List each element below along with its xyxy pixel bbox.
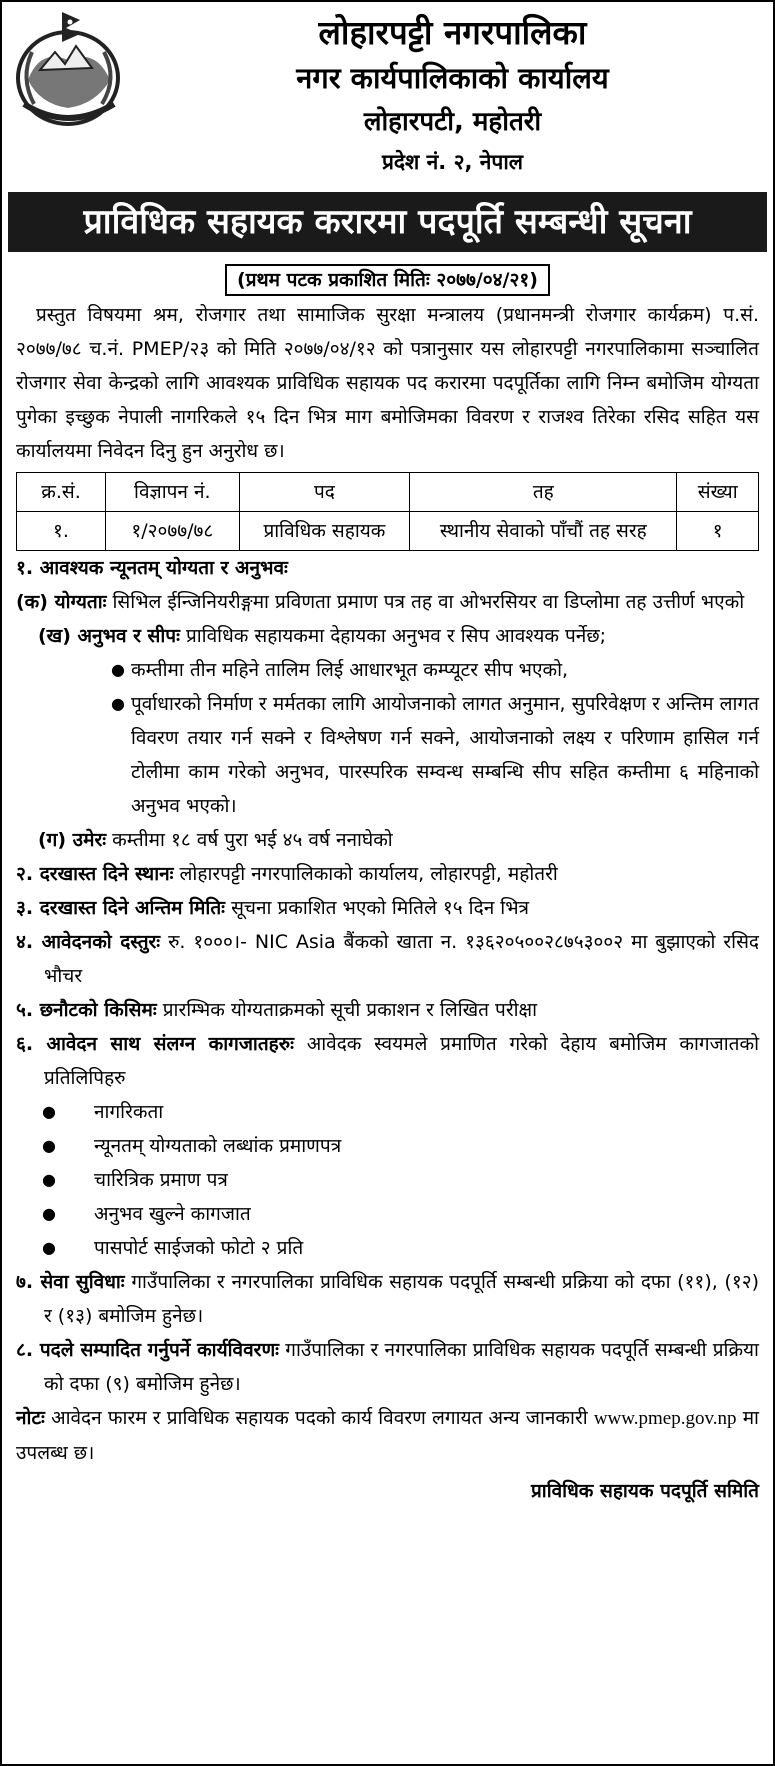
- section-6-text: आवेदक स्वयमले प्रमाणित गरेको देहाय बमोजिम कागजातको प्रतिलिपिहरु: [44, 1033, 759, 1089]
- committee-signoff: प्राविधिक सहायक पदपूर्ति समिति: [530, 1480, 759, 1502]
- nepal-emblem-icon: [10, 8, 125, 130]
- vacancy-table: [16, 472, 759, 551]
- table-header-row: [17, 473, 759, 512]
- published-date-wrap: [2, 264, 773, 296]
- office-name: नगर कार्यपालिकाको कार्यालय: [296, 61, 609, 95]
- cell-ad-no: १/२०७७/७८: [106, 512, 240, 551]
- letterhead: [2, 2, 773, 192]
- section-1-ka-text: सिभिल ईन्जिनियरीङ्गमा प्रविणता प्रमाण पत्र तह वा ओभरसियर वा डिप्लोमा तह उत्तीर्ण भएको: [112, 591, 745, 613]
- pmep-website-link[interactable]: www.pmep.gov.np: [593, 1408, 737, 1429]
- section-3-label: ३. दरखास्त दिने अन्तिम मितिः: [16, 897, 226, 919]
- section-1-kha-list: [16, 653, 759, 823]
- col-header-ad-no: विज्ञापन नं.: [106, 473, 240, 512]
- section-1-ga: [16, 823, 759, 857]
- municipality-name: लोहारपट्टी नगरपालिका: [318, 13, 587, 52]
- section-1-ga-text: कम्तीमा १८ वर्ष पुरा भई ४५ वर्ष ननाघेको: [112, 829, 393, 851]
- cell-post: प्राविधिक सहायक: [239, 512, 410, 551]
- province-line: प्रदेश नं. २, नेपाल: [381, 150, 524, 174]
- section-6: [16, 1027, 759, 1095]
- section-3-text: सूचना प्रकाशित भएको मितिले १५ दिन भित्र: [231, 897, 530, 919]
- section-3: [16, 891, 759, 925]
- section-1-kha-text: प्राविधिक सहायकमा देहायका अनुभव र सिप आवश्यक पर्नेछ;: [185, 625, 607, 647]
- list-item: ● नागरिकता: [16, 1095, 759, 1129]
- note-block: [16, 1401, 759, 1470]
- list-item: ● पासपोर्ट साईजको फोटो २ प्रति: [16, 1231, 759, 1265]
- section-1-heading: १. आवश्यक न्यूनतम् योग्यता र अनुभवः: [16, 557, 288, 579]
- published-date: (प्रथम पटक प्रकाशित मितिः २०७७/०४/२१): [225, 264, 550, 296]
- notice-title: प्राविधिक सहायक करारमा पदपूर्ति सम्बन्धी सूचना: [8, 192, 767, 252]
- section-6-list: [16, 1095, 759, 1265]
- section-7: [16, 1265, 759, 1333]
- col-header-count: संख्या: [677, 473, 759, 512]
- intro-paragraph: प्रस्तुत विषयमा श्रम, रोजगार तथा सामाजिक सुरक्षा मन्त्रालय (प्रधानमन्त्री रोजगार कार्यक्रम) प.सं. २०७७/७८ च.नं. PMEP/२३ को मिति २०७७/०४/१२ को पत्रानुसार यस लोहारपट्टी नगरपालिकामा सञ्चालित रोजगार सेवा केन्द्रको लागि आवश्यक प्राविधिक सहायक पद करारमा पदपूर्तिका लागि निम्न बमोजिम योग्यता पुगेका इच्छुक नेपाली नागरिकले १५ दिन भित्र माग बमोजिमका विवरण र राजश्व तिरेका रसिद सहित यस कार्यालयमा निवेदन दिनु हुन अनुरोध छ।: [16, 304, 759, 462]
- section-5-text: प्रारम्भिक योग्यताक्रमको सूची प्रकाशन र लिखित परीक्षा: [162, 999, 538, 1021]
- list-item: ● पूर्वाधारको निर्माण र मर्मतका लागि आयोजनाको लागत अनुमान, सुपरिवेक्षण र अन्तिम लागत विवरण तयार गर्न सक्ने र विश्लेषण गर्न सक्ने, आयोजनाको लक्ष्य र परिणाम हासिल गर्न टोलीमा काम गरेको अनुभव, पारस्परिक सम्वन्ध सम्बन्धि सीप सहित कम्तीमा ६ महिनाको अनुभव भएको।: [16, 687, 759, 823]
- col-header-post: पद: [239, 473, 410, 512]
- section-6-label: ६. आवेदन साथ संलग्न कागजातहरुः: [16, 1033, 294, 1055]
- cell-level: स्थानीय सेवाको पाँचौं तह सरह: [410, 512, 677, 551]
- note-label: नोटः: [16, 1407, 45, 1429]
- col-header-level: तह: [410, 473, 677, 512]
- section-5-label: ५. छनौटको किसिमः: [16, 999, 157, 1021]
- section-8-label: ८. पदले सम्पादित गर्नुपर्ने कार्यविवरणः: [16, 1339, 280, 1361]
- section-8: [16, 1333, 759, 1401]
- section-1-kha: [16, 619, 759, 653]
- section-8-text: गाउँपालिका र नगरपालिका प्राविधिक सहायक पदपूर्ति सम्बन्धी प्रक्रिया को दफा (९) बमोजिम हुनेछ।: [44, 1339, 759, 1395]
- section-2-text: लोहारपट्टी नगरपालिकाको कार्यालय, लोहारपट्टी, महोतरी: [179, 863, 558, 885]
- section-4-label: ४. आवेदनको दस्तुरः: [16, 931, 161, 953]
- section-4: [16, 925, 759, 993]
- section-1-ga-label: (ग) उमेरः: [38, 829, 107, 851]
- notice-body: [16, 298, 759, 1508]
- list-item: ● अनुभव खुल्ने कागजात: [16, 1197, 759, 1231]
- section-1-ka: [16, 585, 759, 619]
- cell-serial: १.: [17, 512, 106, 551]
- section-5: [16, 993, 759, 1027]
- section-1-kha-label: (ख) अनुभव र सीपः: [38, 625, 180, 647]
- cell-count: १: [677, 512, 759, 551]
- section-4-text: रु. १०००।- NIC Asia बैंकको खाता न. १३६२०५००२८७५३००२ मा बुझाएको रसिद भौचर: [44, 931, 759, 987]
- section-2-label: २. दरखास्त दिने स्थानः: [16, 863, 174, 885]
- list-item: ● चारित्रिक प्रमाण पत्र: [16, 1163, 759, 1197]
- list-item: ● न्यूनतम् योग्यताको लब्धांक प्रमाणपत्र: [16, 1129, 759, 1163]
- section-7-label: ७. सेवा सुविधाः: [16, 1271, 125, 1293]
- section-1-ka-label: (क) योग्यताः: [16, 591, 107, 613]
- office-location: लोहारपटी, महोतरी: [363, 107, 542, 137]
- section-2: [16, 857, 759, 891]
- col-header-serial: क्र.सं.: [17, 473, 106, 512]
- table-row: [17, 512, 759, 551]
- section-1: [16, 551, 759, 857]
- note-text: आवेदन फारम र प्राविधिक सहायक पदको कार्य विवरण लगायत अन्य जानकारी: [51, 1407, 588, 1429]
- note-text-2: मा उपलब्ध छ।: [16, 1407, 759, 1464]
- list-item: ● कम्तीमा तीन महिने तालिम लिई आधारभूत कम्प्यूटर सीप भएको,: [16, 653, 759, 687]
- section-7-text: गाउँपालिका र नगरपालिका प्राविधिक सहायक पदपूर्ति सम्बन्धी प्रक्रिया को दफा (११), (१२) र (१३) बमोजिम हुनेछ।: [44, 1271, 760, 1327]
